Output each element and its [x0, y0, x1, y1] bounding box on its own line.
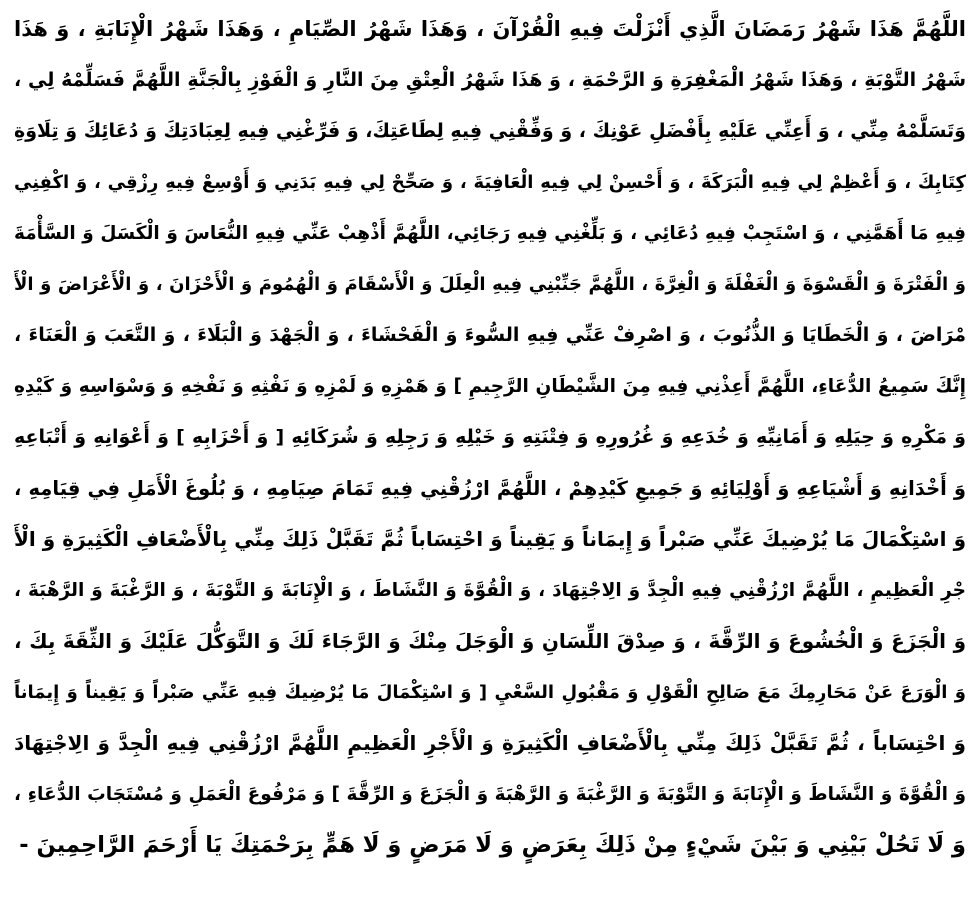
text-line-9: وَ مَكْرِهِ وَ حِيَلِهِ وَ أَمَانِيِّهِ وَ خُدَعِهِ وَ غُرُورِهِ وَ فِتْنَتِهِ وَ خَيْلِهِ وَ رَجِلِهِ وَ شُرَكَائِهِ [ وَ أَحْزَابِهِ ] وَ أَعْوَانِهِ وَ أَتْبَاعِهِ — [14, 426, 966, 448]
text-line-12: جْرِ الْعَظِيمِ ، اللَّهُمَّ ارْزُقْنِي فِيهِ الْجِدَّ وَ الِاجْتِهَادَ ، وَ الْقُوَّةَ وَ النَّشَاطَ ، وَ الْإِنَابَةَ وَ التَّوْبَةَ ، وَ الرَّغْبَةَ وَ الرَّهْبَةَ ، — [14, 580, 966, 601]
text-line-5: فِيهِ مَا أَهَمَّنِي ، وَ اسْتَجِبْ فِيهِ دُعَائِي ، وَ بَلِّغْنِي فِيهِ رَجَائِي، اللَّهُمَّ أَذْهِبْ عَنِّي فِيهِ النُّعَاسَ وَ الْكَسَلَ وَ السَّأْمَةَ — [14, 223, 966, 244]
text-line-14: وَ الْوَرَعَ عَنْ مَحَارِمِكَ مَعَ صَالِحِ الْقَوْلِ وَ مَقْبُولِ السَّعْيِ [ وَ اسْتِكْمَالَ مَا يُرْضِيكَ فِيهِ عَنِّي صَبْراً وَ يَقِيناً وَ إِيمَاناً — [14, 682, 966, 703]
text-line-10: وَ أَخْدَانِهِ وَ أَشْيَاعِهِ وَ أَوْلِيَائِهِ وَ جَمِيعِ كَيْدِهِمْ ، اللَّهُمَّ ارْزُقْنِي فِيهِ تَمَامَ صِيَامِهِ ، وَ بُلُوغَ الْأَمَلِ فِي قِيَامِهِ ، — [14, 477, 966, 500]
text-line-6: وَ الْفَتْرَةَ وَ الْقَسْوَةَ وَ الْغَفْلَةَ وَ الْغِرَّةَ ، اللَّهُمَّ جَنِّبْنِي فِيهِ الْعِلَلَ وَ الْأَسْقَامَ وَ الْهُمُومَ وَ الْأَحْزَانَ ، وَ الْأَعْرَاضَ وَ الْأَ — [14, 274, 966, 295]
text-line-3: وَتَسَلَّمْهُ مِنِّي ، وَ أَعِنِّي عَلَيْهِ بِأَفْضَلِ عَوْنِكَ ، وَ وَفِّقْنِي فِيهِ لِطَاعَتِكَ، وَ فَرِّغْنِي فِيهِ لِعِبَادَتِكَ وَ دُعَائِكَ وَ تِلَاوَةِ — [14, 120, 966, 142]
text-line-7: مْرَاضَ ، وَ الْخَطَايَا وَ الذُّنُوبَ ، وَ اصْرِفْ عَنِّي فِيهِ السُّوءَ وَ الْفَحْشَاءَ ، وَ الْجَهْدَ وَ الْبَلَاءَ ، وَ التَّعَبَ وَ الْعَنَاءَ ، — [14, 324, 966, 346]
text-line-1: اللَّهُمَّ هَذَا شَهْرُ رَمَضَانَ الَّذِي أَنْزَلْتَ فِيهِ الْقُرْآنَ ، وَهَذَا شَهْرُ الصِّيَامِ ، وَهَذَا شَهْرُ الْإِنَابَةِ ، وَ هَذَا — [14, 17, 966, 41]
text-line-8: إِنَّكَ سَمِيعُ الدُّعَاءِ، اللَّهُمَّ أَعِذْنِي فِيهِ مِنَ الشَّيْطَانِ الرَّجِيمِ ] وَ هَمْزِهِ وَ لَمْزِهِ وَ نَفْثِهِ وَ نَفْخِهِ وَ وَسْوَاسِهِ وَ كَيْدِهِ — [14, 376, 966, 397]
text-line-11: وَ اسْتِكْمَالَ مَا يُرْضِيكَ عَنِّي صَبْراً وَ إِيمَاناً وَ يَقِيناً وَ احْتِسَاباً ثُمَّ تَقَبَّلْ ذَلِكَ مِنِّي بِالْأَضْعَافِ الْكَثِيرَةِ وَ الْأَ — [14, 527, 966, 551]
text-line-13: وَ الْجَزَعَ وَ الْخُشُوعَ وَ الرِّقَّةَ ، وَ صِدْقَ اللِّسَانِ وَ الْوَجَلَ مِنْكَ وَ الرَّجَاءَ لَكَ وَ التَّوَكُّلَ عَلَيْكَ وَ الثِّقَةَ بِكَ ، — [14, 629, 966, 653]
text-line-4: كِتَابِكَ ، وَ أَعْظِمْ لِي فِيهِ الْبَرَكَةَ ، وَ أَحْسِنْ لِي فِيهِ الْعَافِيَةَ ، وَ صَحِّحْ لِي فِيهِ بَدَنِي وَ أَوْسِعْ فِيهِ رِزْقِي ، وَ اكْفِنِي — [14, 172, 966, 193]
text-line-2: شَهْرُ التَّوْبَةِ ، وَهَذَا شَهْرُ الْمَغْفِرَةِ وَ الرَّحْمَةِ ، وَ هَذَا شَهْرُ الْعِتْقِ مِنَ النَّارِ وَ الْفَوْزِ بِالْجَنَّةِ اللَّهُمَّ فَسَلِّمْهُ لِي ، — [14, 69, 966, 91]
text-line-17: وَ لَا تَحُلْ بَيْنِي وَ بَيْنَ شَيْءٍ مِنْ ذَلِكَ بِعَرَضٍ وَ لَا مَرَضٍ وَ لَا هَمٍّ بِرَحْمَتِكَ يَا أَرْحَمَ الرَّاحِمِينَ - — [19, 832, 966, 858]
text-line-15: وَ احْتِسَاباً ، ثُمَّ تَقَبَّلْ ذَلِكَ مِنِّي بِالْأَضْعَافِ الْكَثِيرَةِ وَ الْأَجْرِ الْعَظِيمِ اللَّهُمَّ ارْزُقْنِي فِيهِ الْجِدَّ وَ الِاجْتِهَادَ — [14, 731, 966, 755]
text-line-16: وَ الْقُوَّةَ وَ النَّشَاطَ وَ الْإِنَابَةَ وَ التَّوْبَةَ وَ الرَّغْبَةَ وَ الرَّهْبَةَ وَ الْجَزَعَ وَ الرِّقَّةَ ] وَ مَرْفُوعَ الْعَمَلِ وَ مُسْتَجَابَ الدُّعَاءِ ، — [14, 784, 966, 805]
